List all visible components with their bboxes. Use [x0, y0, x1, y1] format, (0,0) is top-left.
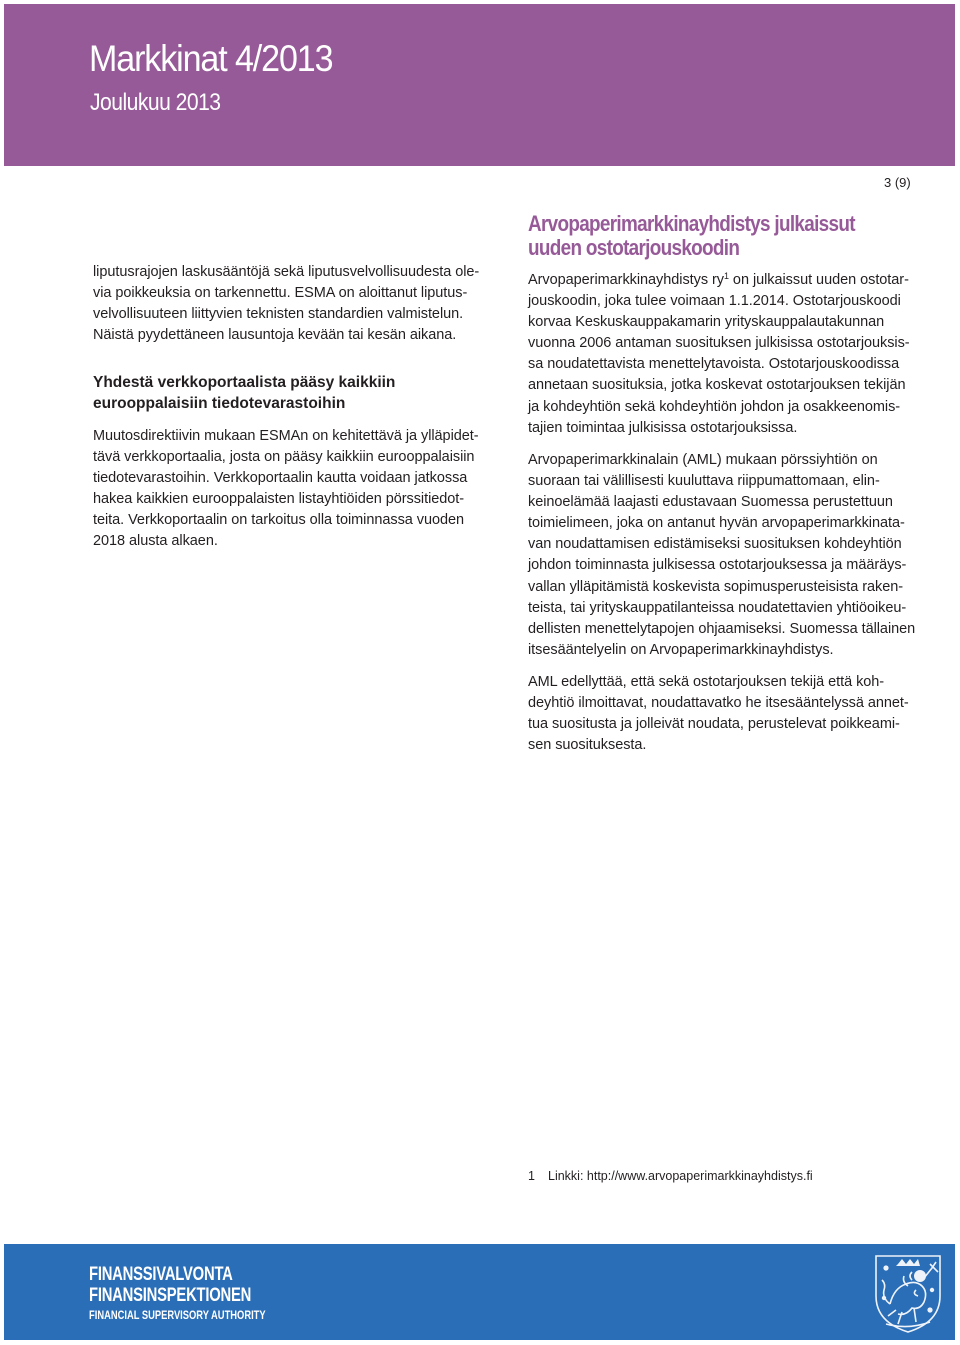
text-line: AML edellyttää, että sekä ostotarjouksen tekijä että koh- [528, 674, 885, 690]
text-line: jouskoodin, joka tulee voimaan 1.1.2014. Ostotarjouskoodi [528, 293, 901, 310]
paragraph-aml-requirement [528, 672, 909, 756]
text-line: korvaa Keskuskauppakamarin yrityskauppalautakunnan [528, 314, 885, 331]
intro-paragraph [93, 262, 479, 346]
text-line: sen suosituksesta. [528, 737, 647, 754]
footer-line-swedish: FINANSINSPEKTIONEN [89, 1285, 252, 1306]
text-line: sa noudatettavista menettelytavoista. Ostotarjouskoodissa [528, 356, 900, 373]
text-line: ja kohdeyhtiön sekä kohdeyhtiön johdon ja osakkeenomis- [528, 398, 901, 415]
heading-line: Arvopaperimarkkinayhdistys julkaissut [528, 211, 855, 236]
paragraph-aml [528, 450, 915, 661]
text-line: velvollisuuteen liittyvien teknisten standardien valmistelun. [93, 306, 464, 323]
text-line: Muutosdirektiivin mukaan ESMAn on kehitettävä ja ylläpidet- [93, 428, 479, 444]
text-line: annetaan suosituksia, jotka koskevat ostotarjouksen tekijän [528, 377, 906, 394]
text-line: 2018 alusta alkaen. [93, 533, 218, 550]
text-line: tiedotevarastoihin. Verkkoportaalin kautta voidaan jatkossa [93, 470, 468, 487]
text-line: teita. Verkkoportaalin on tarkoitus olla toiminnassa vuoden [93, 512, 465, 529]
document-subtitle: Joulukuu 2013 [90, 89, 221, 116]
document-title: Markkinat 4/2013 [89, 38, 333, 79]
text-fragment: Arvopaperimarkkinayhdistys ry [528, 272, 724, 288]
text-line: tävä verkkoportaalia, josta on pääsy kaikkiin eurooppalaisiin [93, 449, 475, 466]
text-line: Näistä pyydettäneen lausuntoja kevään tai kesän aikana. [93, 327, 457, 344]
text-line: keinoelämää laajasti edustavaan Suomessa perustettuun [528, 494, 893, 511]
text-line: deyhtiö ilmoittavat, noudattavatko he itsesääntelyssä annet- [528, 695, 909, 712]
text-line: itsesääntelyelin on Arvopaperimarkkinayhdistys. [528, 641, 834, 658]
section-heading [528, 212, 855, 260]
text-line: suoraan tai välillisesti kuuluttava riippumattomaan, elin- [528, 473, 880, 490]
text-line: Arvopaperimarkkinalain (AML) mukaan pörssiyhtiön on [528, 452, 878, 468]
heading-line: uuden ostotarjouskoodin [528, 235, 740, 260]
heading-line: Yhdestä verkkoportaalista pääsy kaikkiin [93, 374, 396, 391]
footnote-ref[interactable]: 1 [723, 271, 729, 281]
text-line: dellisten menettelytapojen ohjaamiseksi. Suomessa tällainen [528, 620, 916, 637]
text-line: hakea kaikkien eurooppalaisten listayhtiöiden pörssitiedot- [93, 491, 465, 508]
header-band [4, 4, 955, 166]
text-line [528, 270, 910, 291]
footnote-number: 1 [528, 1169, 535, 1183]
paragraph-ostotarjouskoodi [528, 270, 910, 439]
footnote-label: Linkki: [548, 1169, 587, 1183]
text-line: johdon toiminnasta julkisessa ostotarjouksessa ja määräys- [528, 557, 907, 574]
section-subheading [93, 372, 395, 414]
coat-of-arms-lion-icon [868, 1250, 948, 1336]
page-number: 3 (9) [884, 175, 911, 190]
text-line: via poikkeuksia on tarkennettu. ESMA on aloittanut liputus- [93, 285, 468, 302]
text-line: toimielimeen, joka on antanut hyvän arvopaperimarkkinata- [528, 515, 905, 532]
text-line: van noudattamisen edistämiseksi suosituksen kohdeyhtiön [528, 536, 902, 553]
footer-logo-text [89, 1264, 266, 1323]
footnote-link[interactable]: http://www.arvopaperimarkkinayhdistys.fi [586, 1169, 813, 1183]
footnote [528, 1168, 813, 1184]
text-line: vallan ylläpitämistä koskevista sopimusperusteisista raken- [528, 578, 904, 595]
text-fragment: on julkaissut uuden ostotar- [728, 272, 909, 288]
footer-line-english: FINANCIAL SUPERVISORY AUTHORITY [89, 1308, 266, 1322]
body-paragraph [93, 426, 479, 553]
footer-line-finnish: FINANSSIVALVONTA [89, 1264, 233, 1285]
text-line: vuonna 2006 antaman suosituksen julkisissa ostotarjouksis- [528, 335, 910, 352]
text-line: liputusrajojen laskusääntöjä sekä liputusvelvollisuudesta ole- [93, 264, 480, 280]
heading-line: eurooppalaisiin tiedotevarastoihin [93, 395, 346, 412]
text-line: teista, tai yrityskauppatilanteissa noudatettavien yhtiöoikeu- [528, 599, 907, 616]
text-line: tua suositusta ja jolleivät noudata, perustelevat poikkeami- [528, 716, 900, 733]
text-line: tajien toimintaa julkisissa ostotarjouksissa. [528, 419, 798, 436]
